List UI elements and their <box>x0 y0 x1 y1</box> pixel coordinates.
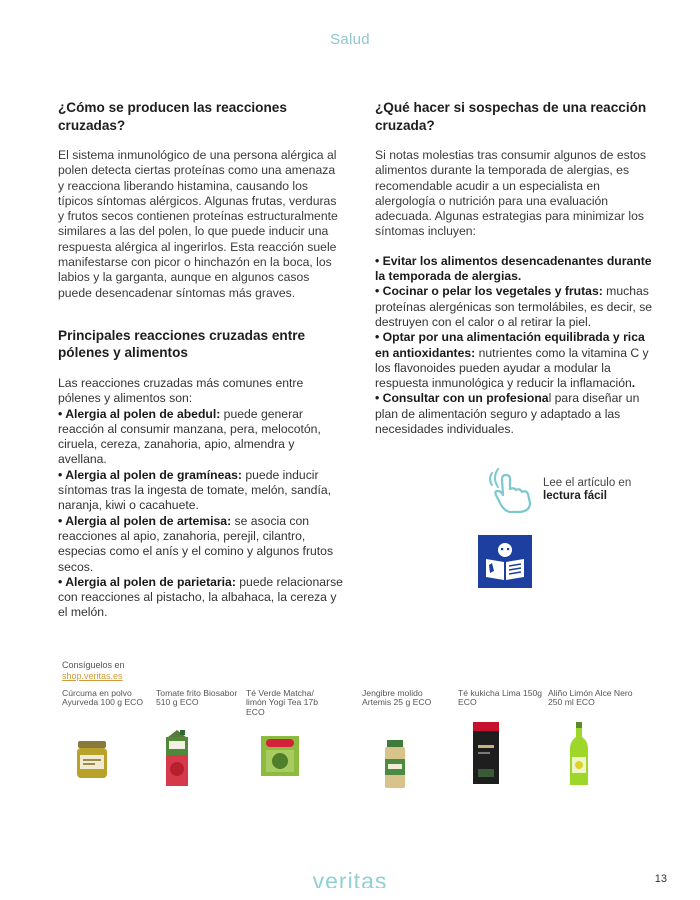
cross-reactions-paragraph: El sistema inmunológico de una persona alérgica al polen detecta ciertas proteínas como una amenaza y reacciona liberando histamina, causando los típicos síntomas alérgicos. Algunas frutas, verduras y frutos secos contienen proteínas estructuralmente similares a las del polen, lo que puede inducir una respuesta alérgica al ingerirlos. Esta reacción suele manifestarse con picor o hinchazón en la boca, los labios y la garganta, aunque en algunos casos puede desencadenar síntomas más graves. <box>58 148 338 300</box>
product-card[interactable] <box>246 689 336 717</box>
product-card[interactable] <box>548 689 638 708</box>
product-card[interactable] <box>362 689 452 708</box>
list-item <box>58 514 343 575</box>
easy-reading-badge-icon[interactable] <box>478 535 532 588</box>
heading-what-to-do: ¿Qué hacer si sospechas de una reacción cruzada? <box>375 100 647 133</box>
item-bold: • Cocinar o pelar los vegetales y frutas: <box>375 284 603 299</box>
list-item <box>58 468 343 514</box>
matcha-tea-box-icon <box>260 735 300 777</box>
list-item <box>375 330 655 391</box>
shop-header <box>62 660 125 682</box>
product-card[interactable] <box>156 689 246 708</box>
product-name: Té kukicha Lima 150g ECO <box>458 688 543 708</box>
easy-read-link[interactable] <box>486 465 646 515</box>
heading-main-reactions: Principales reacciones cruzadas entre pólenes y alimentos <box>58 327 306 361</box>
product-name: Cúrcuma en polvo Ayurveda 100 g ECO <box>62 688 144 708</box>
item-bold: • Alergia al polen de artemisa: <box>58 513 232 528</box>
item-text: puede relacionarse con reacciones al pistacho, la albahaca, la cereza y el melón. <box>58 574 343 620</box>
shop-link[interactable]: shop.veritas.es <box>62 671 123 681</box>
list-item <box>375 391 655 437</box>
item-text: puede inducir síntomas tras la ingesta de tomate, melón, sandía, naranja, kiwi o cacahuete. <box>58 467 332 513</box>
easy-read-line1: Lee el artículo en <box>543 477 632 489</box>
easy-read-line2: lectura fácil <box>543 490 607 502</box>
product-name: Aliño Limón Alce Nero 250 ml ECO <box>548 688 633 708</box>
list-item <box>375 254 655 285</box>
ginger-spice-jar-icon <box>384 739 406 789</box>
item-bold: • Consultar con un profesiona <box>375 391 549 406</box>
turmeric-jar-icon <box>76 739 108 779</box>
item-bold: • Alergia al polen de abedul: <box>58 406 221 421</box>
right-column <box>375 99 655 437</box>
product-card[interactable] <box>458 689 548 708</box>
reactions-intro: Las reacciones cruzadas más comunes entre pólenes y alimentos son: <box>58 375 304 406</box>
kukicha-tea-pack-icon <box>472 721 500 785</box>
page-number: 13 <box>654 873 667 885</box>
strategies-list <box>375 254 655 438</box>
item-end: . <box>631 376 636 391</box>
what-to-do-paragraph: Si notas molestias tras consumir algunos de estos alimentos durante la temporada de alergias, es recomendable acudir a un especialista en alergología o nutrición para una evaluación adecuada. Algunas estrategias para minimizar los síntomas incluyen: <box>375 148 646 239</box>
tomato-carton-icon <box>164 729 190 787</box>
item-bold: • Alergia al polen de parietaria: <box>58 574 236 589</box>
product-name: Tomate frito Biosabor 510 g ECO <box>156 688 238 708</box>
item-bold: • Alergia al polen de gramíneas: <box>58 467 242 482</box>
product-strip <box>0 689 700 799</box>
item-bold: • Optar por una alimentación equilibrada y rica en antioxidantes: <box>375 330 645 360</box>
item-text: se asocia con reacciones al apio, zanahoria, perejil, cilantro, especias como el anís y el comino y algunos frutos secos. <box>58 513 334 574</box>
section-title: Salud <box>330 31 370 48</box>
pointing-hand-icon <box>486 465 538 513</box>
heading-cross-reactions: ¿Cómo se producen las reacciones cruzadas? <box>58 100 287 133</box>
easy-read-text <box>543 477 631 503</box>
item-text: nutrientes como la vitamina C y los flavonoides pueden ayudar a modular la respuesta inmunológica y reducir la inflamación <box>375 345 649 391</box>
reactions-list <box>58 376 343 621</box>
list-item <box>58 575 343 621</box>
shop-label: Consíguelos en <box>62 660 125 670</box>
brand-logo: veritas <box>312 868 388 888</box>
list-item <box>375 284 655 330</box>
item-text: l para diseñar un plan de alimentación seguro y adaptado a las necesidades individuales. <box>375 391 640 437</box>
list-item <box>58 407 343 468</box>
product-name: Jengibre molido Artemis 25 g ECO <box>362 688 432 708</box>
item-text: puede generar reacción al consumir manzana, pera, melocotón, ciruela, cereza, zanahoria, apio, almendra y avellana. <box>58 406 321 467</box>
item-bold: • Evitar los alimentos desencadenantes durante la temporada de alergias. <box>375 253 652 284</box>
product-card[interactable] <box>62 689 152 708</box>
item-text: muchas proteínas alergénicas son termolábiles, es decir, se destruyen con el calor o al retirar la piel. <box>375 284 653 329</box>
lemon-dressing-bottle-icon <box>568 721 590 787</box>
product-name: Té Verde Matcha/ limón Yogi Tea 17b ECO <box>246 688 318 717</box>
left-column <box>58 99 343 621</box>
